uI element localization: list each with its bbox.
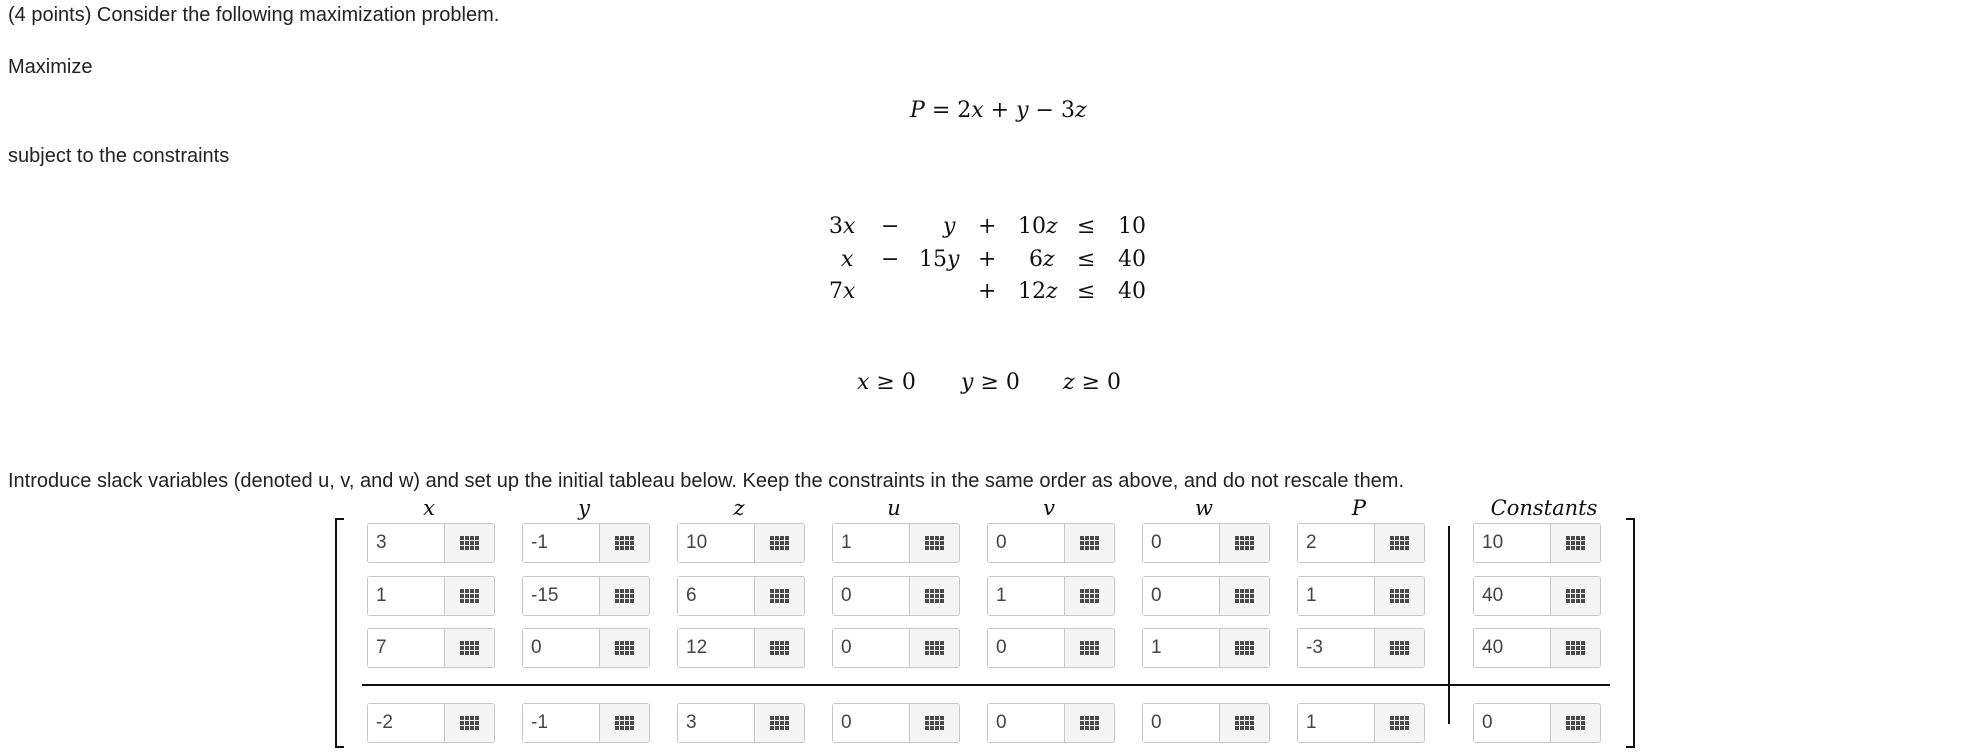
tableau-input-r2-v[interactable] <box>988 577 1065 615</box>
keypad-button[interactable] <box>1220 704 1269 742</box>
keypad-grid-icon <box>1080 716 1100 731</box>
tableau-cell-r3-v <box>987 628 1115 668</box>
nonneg-z: z ≥ 0 <box>1063 370 1122 395</box>
keypad-grid-icon <box>615 641 635 656</box>
tableau-input-r2-w[interactable] <box>1143 577 1220 615</box>
keypad-grid-icon <box>460 536 480 551</box>
keypad-button[interactable] <box>1065 629 1114 667</box>
constraint-2-relation: ≤ <box>1077 247 1096 272</box>
tableau-cell-r2-y <box>522 576 650 616</box>
tableau-cell-r4-u <box>832 703 960 743</box>
keypad-grid-icon <box>925 716 945 731</box>
tableau-input-r3-y[interactable] <box>523 629 600 667</box>
constraint-2-rhs: 40 <box>1118 247 1146 272</box>
tableau-cell-r4-y <box>522 703 650 743</box>
tableau-cell-r4-z <box>677 703 805 743</box>
keypad-button[interactable] <box>1375 524 1424 562</box>
keypad-button[interactable] <box>755 577 804 615</box>
tableau-input-r4-constants[interactable] <box>1474 704 1551 742</box>
header-y: y <box>578 496 590 520</box>
tableau-input-r4-w[interactable] <box>1143 704 1220 742</box>
objective-row-divider <box>362 684 1610 686</box>
keypad-button[interactable] <box>445 524 494 562</box>
keypad-button[interactable] <box>1065 704 1114 742</box>
tableau-cell-r4-constants <box>1473 703 1601 743</box>
keypad-grid-icon <box>925 641 945 656</box>
keypad-button[interactable] <box>1551 704 1600 742</box>
keypad-grid-icon <box>460 716 480 731</box>
tableau-input-r4-y[interactable] <box>523 704 600 742</box>
keypad-grid-icon <box>1566 641 1586 656</box>
constraint-3-rhs: 40 <box>1118 279 1146 304</box>
keypad-button[interactable] <box>600 577 649 615</box>
keypad-button[interactable] <box>1551 524 1600 562</box>
keypad-grid-icon <box>1566 716 1586 731</box>
tableau-cell-r3-u <box>832 628 960 668</box>
tableau-input-r3-u[interactable] <box>833 629 910 667</box>
keypad-button[interactable] <box>600 629 649 667</box>
header-u: u <box>887 496 901 520</box>
tableau-cell-r2-w <box>1142 576 1270 616</box>
keypad-button[interactable] <box>1375 629 1424 667</box>
tableau-input-r2-constants[interactable] <box>1474 577 1551 615</box>
keypad-grid-icon <box>1390 641 1410 656</box>
constraint-2-term-y: 15y <box>919 247 960 272</box>
constraint-1-rhs: 10 <box>1118 214 1146 239</box>
header-constants: Constants <box>1490 496 1598 520</box>
tableau-cell-r2-p <box>1297 576 1425 616</box>
keypad-grid-icon <box>770 536 790 551</box>
constraint-1-op2: + <box>978 214 997 239</box>
objective-function: P = 2x + y − 3z <box>910 98 1087 123</box>
tableau-input-r3-w[interactable] <box>1143 629 1220 667</box>
tableau-input-r2-u[interactable] <box>833 577 910 615</box>
tableau-cell-r1-z <box>677 523 805 563</box>
tableau-cell-r4-w <box>1142 703 1270 743</box>
tableau-input-r4-u[interactable] <box>833 704 910 742</box>
tableau-input-r1-u[interactable] <box>833 524 910 562</box>
tableau-cell-r2-v <box>987 576 1115 616</box>
keypad-button[interactable] <box>445 704 494 742</box>
tableau-cell-r1-constants <box>1473 523 1601 563</box>
constraint-2-term-z: 6z <box>1029 247 1055 272</box>
tableau-input-r2-x[interactable] <box>368 577 445 615</box>
keypad-grid-icon <box>770 589 790 604</box>
tableau-input-r4-p[interactable] <box>1298 704 1375 742</box>
tableau-cell-r2-z <box>677 576 805 616</box>
constants-column-divider <box>1448 526 1450 724</box>
tableau-input-r3-p[interactable] <box>1298 629 1375 667</box>
constraint-1-term-z: 10z <box>1018 214 1058 239</box>
tableau-input-r1-y[interactable] <box>523 524 600 562</box>
tableau-cell-r1-p <box>1297 523 1425 563</box>
keypad-grid-icon <box>1235 641 1255 656</box>
keypad-grid-icon <box>1080 536 1100 551</box>
header-z: z <box>733 496 745 520</box>
tableau-cell-r1-v <box>987 523 1115 563</box>
constraint-3-op2: + <box>978 279 997 304</box>
keypad-grid-icon <box>615 716 635 731</box>
keypad-button[interactable] <box>445 629 494 667</box>
nonneg-x: x ≥ 0 <box>857 370 916 395</box>
tableau-input-r2-p[interactable] <box>1298 577 1375 615</box>
constraint-1-term-y: y <box>943 214 956 239</box>
keypad-button[interactable] <box>1220 577 1269 615</box>
constraint-3-relation: ≤ <box>1077 279 1096 304</box>
keypad-button[interactable] <box>600 524 649 562</box>
tableau-input-r1-w[interactable] <box>1143 524 1220 562</box>
tableau-input-r1-constants[interactable] <box>1474 524 1551 562</box>
tableau-input-r1-x[interactable] <box>368 524 445 562</box>
tableau-cell-r3-constants <box>1473 628 1601 668</box>
tableau-input-r3-x[interactable] <box>368 629 445 667</box>
keypad-button[interactable] <box>1375 704 1424 742</box>
tableau-cell-r4-x <box>367 703 495 743</box>
keypad-button[interactable] <box>1551 629 1600 667</box>
constraint-1-relation: ≤ <box>1077 214 1096 239</box>
keypad-grid-icon <box>460 641 480 656</box>
keypad-grid-icon <box>1390 536 1410 551</box>
keypad-button[interactable] <box>1220 524 1269 562</box>
constraint-2-term-x: x <box>841 247 854 272</box>
keypad-grid-icon <box>1566 536 1586 551</box>
keypad-button[interactable] <box>910 524 959 562</box>
constraint-1-op1: − <box>881 214 900 239</box>
tableau-cell-r1-u <box>832 523 960 563</box>
keypad-button[interactable] <box>1220 629 1269 667</box>
tableau-cell-r3-z <box>677 628 805 668</box>
keypad-button[interactable] <box>910 704 959 742</box>
keypad-button[interactable] <box>755 524 804 562</box>
keypad-grid-icon <box>770 641 790 656</box>
keypad-button[interactable] <box>755 629 804 667</box>
tableau-input-r4-v[interactable] <box>988 704 1065 742</box>
tableau-cell-r3-w <box>1142 628 1270 668</box>
tableau-input-r4-x[interactable] <box>368 704 445 742</box>
keypad-grid-icon <box>925 589 945 604</box>
keypad-grid-icon <box>615 589 635 604</box>
tableau-cell-r3-p <box>1297 628 1425 668</box>
keypad-button[interactable] <box>910 577 959 615</box>
keypad-grid-icon <box>615 536 635 551</box>
tableau-cell-r2-constants <box>1473 576 1601 616</box>
constraint-1-term-x: 3x <box>829 214 856 239</box>
keypad-grid-icon <box>1390 716 1410 731</box>
keypad-button[interactable] <box>1065 577 1114 615</box>
tableau-input-r2-y[interactable] <box>523 577 600 615</box>
matrix-right-bracket <box>1626 518 1635 748</box>
nonneg-y: y ≥ 0 <box>961 370 1020 395</box>
header-x: x <box>423 496 435 520</box>
tableau-cell-r4-v <box>987 703 1115 743</box>
tableau-cell-r1-w <box>1142 523 1270 563</box>
constraint-2-op1: − <box>881 247 900 272</box>
tableau-cell-r3-x <box>367 628 495 668</box>
keypad-grid-icon <box>1566 589 1586 604</box>
tableau-input-r1-v[interactable] <box>988 524 1065 562</box>
constraint-3-term-x: 7x <box>829 279 856 304</box>
matrix-left-bracket <box>335 518 344 748</box>
problem-intro: (4 points) Consider the following maximization problem. <box>8 4 500 26</box>
tableau-instruction: Introduce slack variables (denoted u, v, and w) and set up the initial tableau below. Keep the constraints in the same order as above, and do not rescale them. <box>8 470 1405 492</box>
keypad-grid-icon <box>460 589 480 604</box>
constraint-3-term-z: 12z <box>1018 279 1058 304</box>
header-P: P <box>1351 496 1367 520</box>
tableau-cell-r2-u <box>832 576 960 616</box>
tableau-input-r3-v[interactable] <box>988 629 1065 667</box>
tableau-cell-r1-x <box>367 523 495 563</box>
header-v: v <box>1043 496 1055 520</box>
keypad-grid-icon <box>1390 589 1410 604</box>
tableau-input-r3-constants[interactable] <box>1474 629 1551 667</box>
keypad-button[interactable] <box>755 704 804 742</box>
keypad-button[interactable] <box>1065 524 1114 562</box>
keypad-button[interactable] <box>910 629 959 667</box>
maximize-label: Maximize <box>8 56 93 78</box>
keypad-grid-icon <box>1080 641 1100 656</box>
header-w: w <box>1195 496 1213 520</box>
tableau-input-r1-p[interactable] <box>1298 524 1375 562</box>
keypad-button[interactable] <box>1551 577 1600 615</box>
tableau-input-r2-z[interactable] <box>678 577 755 615</box>
tableau-input-r3-z[interactable] <box>678 629 755 667</box>
keypad-grid-icon <box>1235 589 1255 604</box>
subject-label: subject to the constraints <box>8 145 230 167</box>
keypad-grid-icon <box>1235 536 1255 551</box>
constraint-2-op2: + <box>978 247 997 272</box>
keypad-button[interactable] <box>600 704 649 742</box>
keypad-button[interactable] <box>1375 577 1424 615</box>
keypad-grid-icon <box>770 716 790 731</box>
tableau-input-r4-z[interactable] <box>678 704 755 742</box>
keypad-button[interactable] <box>445 577 494 615</box>
tableau-cell-r3-y <box>522 628 650 668</box>
keypad-grid-icon <box>1080 589 1100 604</box>
tableau-cell-r1-y <box>522 523 650 563</box>
tableau-cell-r4-p <box>1297 703 1425 743</box>
keypad-grid-icon <box>1235 716 1255 731</box>
keypad-grid-icon <box>925 536 945 551</box>
tableau-input-r1-z[interactable] <box>678 524 755 562</box>
tableau-cell-r2-x <box>367 576 495 616</box>
